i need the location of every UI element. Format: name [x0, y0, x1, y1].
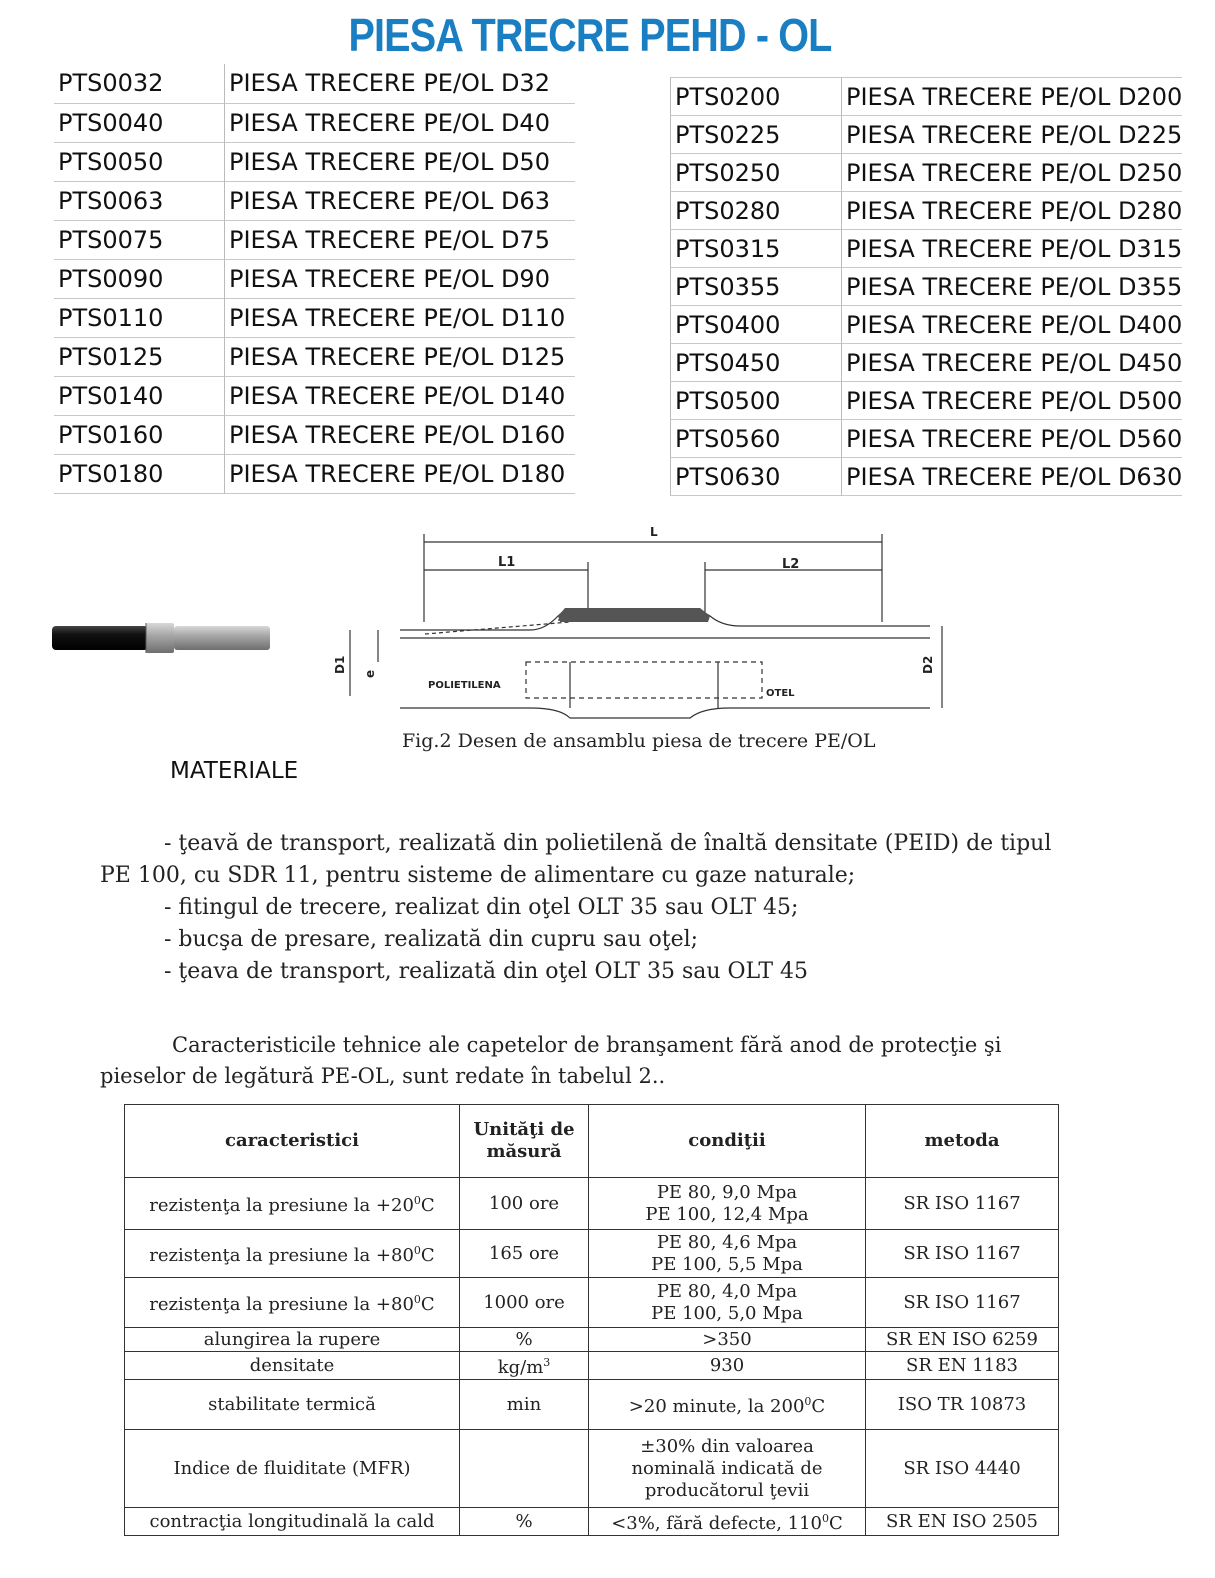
label-D2: D2	[921, 655, 935, 674]
header-metoda: metoda	[866, 1105, 1059, 1178]
table-row	[54, 298, 575, 337]
product-code: PTS0225	[671, 116, 842, 154]
cell-conditii	[589, 1380, 866, 1430]
table-row	[671, 382, 1183, 420]
cell-conditii	[589, 1352, 866, 1380]
product-description: PIESA TRECERE PE/OL D500	[846, 386, 1183, 415]
table-row	[54, 259, 575, 298]
intro-line: pieselor de legătură PE-OL, sunt redate în tabelul 2..	[100, 1064, 666, 1088]
materials-list	[100, 828, 1080, 988]
condition-line: PE 100, 12,4 Mpa	[645, 1203, 809, 1225]
characteristic-text: Indice de fluiditate (MFR)	[173, 1457, 411, 1479]
condition-line: PE 80, 9,0 Mpa	[656, 1181, 798, 1203]
table-row	[54, 103, 575, 142]
product-code: PTS0075	[54, 220, 225, 259]
cell-unitati	[460, 1178, 589, 1230]
method-text: SR EN ISO 6259	[886, 1328, 1038, 1350]
table-row	[54, 181, 575, 220]
product-code: PTS0050	[54, 142, 225, 181]
table-row	[671, 230, 1183, 268]
product-description: PIESA TRECERE PE/OL D180	[229, 459, 566, 488]
unit-text: 165 ore	[488, 1242, 560, 1264]
cell-unitati	[460, 1278, 589, 1328]
cell-metoda	[866, 1430, 1059, 1508]
product-code: PTS0450	[671, 344, 842, 382]
table-row	[125, 1328, 1059, 1352]
figure-caption: Fig.2 Desen de ansamblu piesa de trecere PE/OL	[402, 730, 876, 752]
unit-text: 1000 ore	[483, 1291, 565, 1313]
product-code: PTS0140	[54, 376, 225, 415]
superscript: 0	[413, 1293, 421, 1306]
superscript: 0	[804, 1395, 812, 1408]
characteristic-text: densitate	[249, 1354, 335, 1376]
cell-conditii	[589, 1230, 866, 1278]
unit-suffix: C	[420, 1294, 435, 1315]
unit-text: min	[506, 1393, 542, 1415]
method-text: SR ISO 1167	[903, 1291, 1021, 1313]
table-row	[54, 415, 575, 454]
label-e: e	[363, 669, 377, 678]
header-unitati: Unităţi de măsură	[460, 1105, 589, 1178]
table-row	[671, 154, 1183, 192]
assembly-drawing	[330, 512, 960, 727]
cell-metoda	[866, 1508, 1059, 1536]
superscript: 0	[822, 1512, 829, 1525]
cell-unitati	[460, 1230, 589, 1278]
product-description: PIESA TRECERE PE/OL D40	[229, 108, 550, 137]
condition-line: PE 100, 5,5 Mpa	[651, 1253, 803, 1275]
product-description: PIESA TRECERE PE/OL D125	[229, 342, 566, 371]
superscript: 0	[413, 1194, 421, 1207]
method-text: SR ISO 4440	[903, 1457, 1021, 1479]
table-row	[671, 344, 1183, 382]
characteristic-text: stabilitate termică	[208, 1393, 376, 1415]
cell-conditii	[589, 1328, 866, 1352]
unit-suffix: C	[811, 1396, 826, 1417]
condition-line: nominală indicată de	[631, 1457, 823, 1479]
table-row	[54, 220, 575, 259]
table-row	[671, 420, 1183, 458]
table-row	[54, 454, 575, 493]
product-description: PIESA TRECERE PE/OL D32	[229, 69, 550, 98]
product-description: PIESA TRECERE PE/OL D225	[846, 120, 1183, 149]
cell-metoda	[866, 1380, 1059, 1430]
product-description: PIESA TRECERE PE/OL D110	[229, 303, 566, 332]
table-row	[671, 192, 1183, 230]
product-code: PTS0560	[671, 420, 842, 458]
cell-unitati	[460, 1508, 589, 1536]
cell-unitati	[460, 1328, 589, 1352]
header-caracteristici: caracteristici	[125, 1105, 460, 1178]
method-text: SR ISO 1167	[903, 1242, 1021, 1264]
page-title: PIESA TRECRE PEHD - OL	[348, 9, 832, 61]
condition-line: >20 minute, la 200	[628, 1396, 805, 1417]
unit-text: %	[515, 1510, 533, 1532]
product-code: PTS0125	[54, 337, 225, 376]
cell-unitati	[460, 1352, 589, 1380]
characteristic-text: rezistenţa la presiune la +80	[149, 1245, 414, 1266]
characteristic-text: alungirea la rupere	[203, 1328, 381, 1350]
product-code: PTS0315	[671, 230, 842, 268]
table-row	[671, 78, 1183, 116]
table-row	[125, 1352, 1059, 1380]
cell-caracteristici	[125, 1430, 460, 1508]
product-description: PIESA TRECERE PE/OL D140	[229, 381, 566, 410]
materials-line: - bucşa de presare, realizată din cupru sau oţel;	[164, 927, 699, 952]
cell-caracteristici	[125, 1178, 460, 1230]
unit-suffix: C	[420, 1195, 435, 1216]
superscript: 0	[413, 1244, 421, 1257]
label-L: L	[650, 525, 658, 539]
label-L2: L2	[782, 557, 800, 572]
unit-suffix: C	[829, 1513, 843, 1534]
table-row	[54, 142, 575, 181]
cell-conditii	[589, 1178, 866, 1230]
label-D1: D1	[333, 655, 347, 674]
table-row	[54, 337, 575, 376]
cell-conditii	[589, 1508, 866, 1536]
table-row	[54, 64, 575, 103]
unit-text: %	[515, 1328, 533, 1350]
characteristic-text: rezistenţa la presiune la +80	[149, 1294, 414, 1315]
product-code: PTS0063	[54, 181, 225, 220]
intro-paragraph	[100, 1030, 1060, 1092]
label-otel: OTEL	[766, 688, 795, 699]
product-code: PTS0180	[54, 454, 225, 493]
table-row	[671, 458, 1183, 496]
product-code: PTS0250	[671, 154, 842, 192]
cell-caracteristici	[125, 1278, 460, 1328]
condition-line: ±30% din valoarea	[640, 1435, 814, 1457]
table-row	[125, 1178, 1059, 1230]
table-row	[125, 1508, 1059, 1536]
product-code: PTS0400	[671, 306, 842, 344]
product-code: PTS0200	[671, 78, 842, 116]
cell-metoda	[866, 1230, 1059, 1278]
product-description: PIESA TRECERE PE/OL D560	[846, 424, 1183, 453]
table-row	[125, 1230, 1059, 1278]
method-text: SR EN ISO 2505	[886, 1510, 1038, 1532]
condition-line: >350	[702, 1328, 752, 1350]
table-row	[125, 1430, 1059, 1508]
header-conditii: condiţii	[589, 1105, 866, 1178]
condition-line: 930	[709, 1354, 745, 1376]
cell-caracteristici	[125, 1328, 460, 1352]
cell-metoda	[866, 1278, 1059, 1328]
table-row	[125, 1278, 1059, 1328]
product-code: PTS0160	[54, 415, 225, 454]
cell-caracteristici	[125, 1380, 460, 1430]
cell-caracteristici	[125, 1230, 460, 1278]
product-description: PIESA TRECERE PE/OL D315	[846, 234, 1183, 263]
product-codes-table-right	[670, 77, 1182, 496]
materials-line: - ţeava de transport, realizată din oţel OLT 35 sau OLT 45	[164, 959, 809, 984]
product-description: PIESA TRECERE PE/OL D63	[229, 186, 550, 215]
product-code: PTS0500	[671, 382, 842, 420]
cell-metoda	[866, 1328, 1059, 1352]
unit-text: kg/m	[497, 1357, 544, 1378]
condition-line: PE 100, 5,0 Mpa	[651, 1302, 803, 1324]
method-text: SR ISO 1167	[903, 1192, 1021, 1214]
product-code: PTS0355	[671, 268, 842, 306]
label-L1: L1	[498, 555, 516, 570]
product-description: PIESA TRECERE PE/OL D400	[846, 310, 1183, 339]
condition-line: producătorul ţevii	[644, 1479, 810, 1501]
materials-line: - ţeavă de transport, realizată din polietilenă de înaltă densitate (PEID) de tipul	[164, 831, 1052, 856]
cell-conditii	[589, 1430, 866, 1508]
product-description: PIESA TRECERE PE/OL D280	[846, 196, 1183, 225]
cell-unitati	[460, 1380, 589, 1430]
table-row	[125, 1380, 1059, 1430]
cell-metoda	[866, 1352, 1059, 1380]
table-row	[671, 268, 1183, 306]
characteristic-text: rezistenţa la presiune la +20	[149, 1195, 414, 1216]
label-polietilena: POLIETILENA	[428, 680, 501, 691]
product-description: PIESA TRECERE PE/OL D75	[229, 225, 550, 254]
product-description: PIESA TRECERE PE/OL D355	[846, 272, 1183, 301]
materiale-heading: MATERIALE	[170, 758, 299, 784]
product-code: PTS0040	[54, 103, 225, 142]
product-description: PIESA TRECERE PE/OL D250	[846, 158, 1183, 187]
product-code: PTS0630	[671, 458, 842, 496]
product-code: PTS0110	[54, 298, 225, 337]
cell-unitati	[460, 1430, 589, 1508]
product-description: PIESA TRECERE PE/OL D450	[846, 348, 1183, 377]
intro-line: Caracteristicile tehnice ale capetelor de branşament fără anod de protecţie şi	[172, 1033, 1002, 1057]
table-row	[671, 116, 1183, 154]
condition-line: <3%, fără defecte, 110	[611, 1513, 822, 1534]
product-description: PIESA TRECERE PE/OL D90	[229, 264, 550, 293]
cell-caracteristici	[125, 1352, 460, 1380]
product-code: PTS0032	[54, 64, 225, 103]
product-code: PTS0280	[671, 192, 842, 230]
unit-suffix: C	[420, 1245, 435, 1266]
unit-text: 100 ore	[488, 1192, 560, 1214]
characteristic-text: contracţia longitudinală la cald	[149, 1510, 435, 1532]
product-photo	[50, 620, 274, 656]
product-description: PIESA TRECERE PE/OL D630	[846, 462, 1183, 491]
product-codes-table-left	[54, 64, 575, 494]
method-text: SR EN 1183	[905, 1354, 1019, 1376]
product-description: PIESA TRECERE PE/OL D200	[846, 82, 1183, 111]
superscript: 3	[543, 1356, 551, 1369]
product-code: PTS0090	[54, 259, 225, 298]
condition-line: PE 80, 4,0 Mpa	[656, 1280, 798, 1302]
method-text: ISO TR 10873	[897, 1393, 1027, 1415]
table-row	[54, 376, 575, 415]
condition-line: PE 80, 4,6 Mpa	[656, 1231, 798, 1253]
cell-metoda	[866, 1178, 1059, 1230]
cell-caracteristici	[125, 1508, 460, 1536]
cell-conditii	[589, 1278, 866, 1328]
product-description: PIESA TRECERE PE/OL D160	[229, 420, 566, 449]
materials-line: - fitingul de trecere, realizat din oţel OLT 35 sau OLT 45;	[164, 895, 799, 920]
characteristics-table	[124, 1104, 1059, 1536]
table-row	[671, 306, 1183, 344]
product-description: PIESA TRECERE PE/OL D50	[229, 147, 550, 176]
materials-line: PE 100, cu SDR 11, pentru sisteme de alimentare cu gaze naturale;	[100, 863, 856, 888]
